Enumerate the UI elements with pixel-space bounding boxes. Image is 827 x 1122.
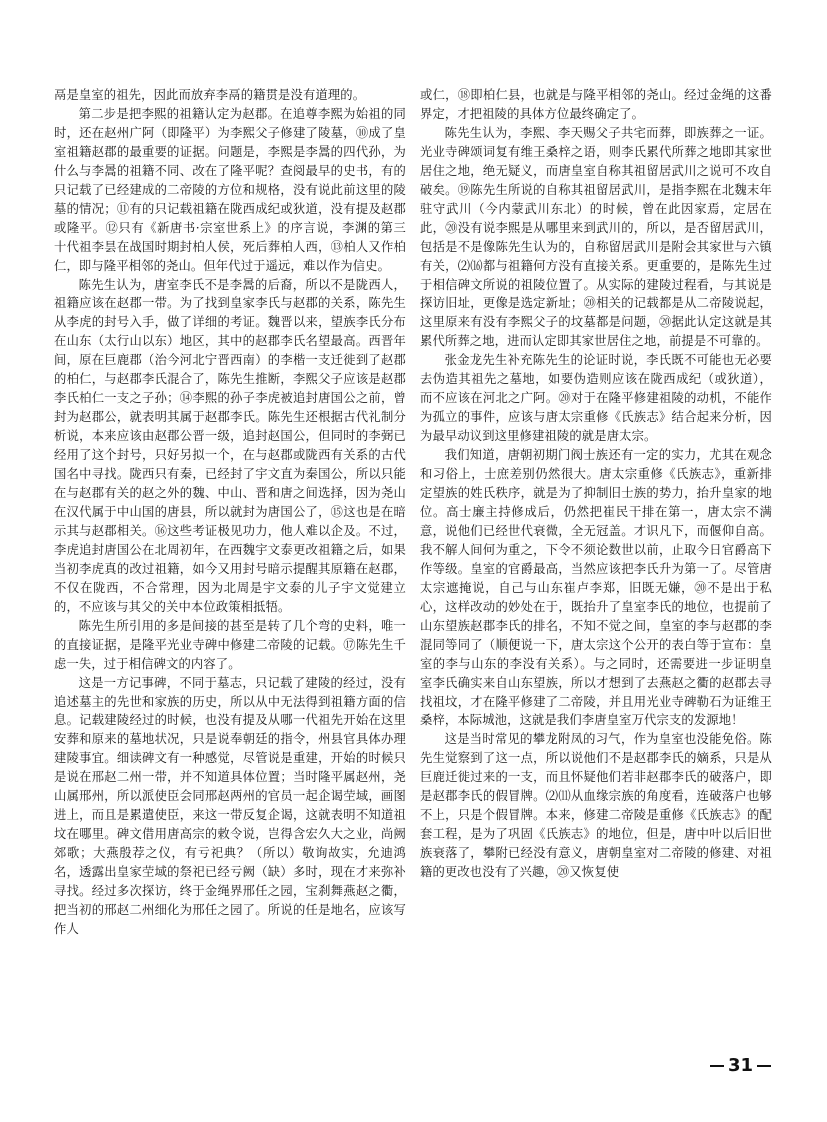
article-page [54, 86, 772, 1056]
right-column [420, 86, 772, 1056]
left-column [54, 86, 406, 1056]
paragraph: 鬲是皇室的祖先，因此而放弃李鬲的籍贯是没有道理的。 [54, 88, 366, 102]
paragraph: 这是一方记事碑，不同于墓志，只记载了建陵的经过，没有追述墓主的先世和家族的历史，所以从中无法得到祖籍方面的信息。记载建陵经过的时候，也没有提及从哪一代祖先开始在这里安葬和原来的墓地状况，只是说奉朝廷的指令，州县官具体办理建陵事宜。细读碑文有一种感觉，尽管说是重建，开始的时候只是说在邢赵二州一带，并不知道具体位置；当时隆平属赵州，尧山属邢州，所以派使臣会同邢赵两州的官员一起企谒茔域，画图进上，而且是累遣使臣，来这一带反复企谒，这就表明不知道祖坟在哪里。碑文借用唐高宗的敕令说，岂得含宏久大之业，尚阙郊歌；大燕殷荐之仪，有亏祀典？（所以）敬询故实，允迪鸿名，透露出皇家茔域的祭祀已经亏阙（缺）多时，现在才来弥补寻找。经过多次探访，终于金绳界邢任之园，宝刹舞燕赵之衢，把当初的邢赵二州细化为邢任之园了。所说的任是地名，应该写作人 [54, 675, 406, 936]
paragraph: 陈先生所引用的多是间接的甚至是转了几个弯的史料，唯一的直接证据，是隆平光业寺碑中修建二帝陵的记载。⑰陈先生千虑一失，过于相信碑文的内容了。 [54, 618, 406, 671]
paragraph: 第二步是把李熙的祖籍认定为赵郡。在追尊李熙为始祖的同时，还在赵州广阿（即隆平）为李熙父子修建了陵墓，⑩成了皇室祖籍赵郡的最重要的证据。问题是，李熙是李暠的四代孙，为什么与李暠的祖籍不同、改在了隆平呢？查阅最早的史书，有的只记载了已经建成的二帝陵的方位和规格，没有说此前这里的陵墓的情况；⑪有的只记载祖籍在陇西成纪或狄道，没有提及赵郡或隆平。⑫只有《新唐书·宗室世系上》的序言说，李渊的第三十代祖李昙在战国时期封柏人侯，死后葬柏人西，⑬柏人又作柏仁，即与隆平相邻的尧山。但年代过于遥远，难以作为信史。 [54, 106, 406, 273]
paragraph: 这是当时常见的攀龙附凤的习气，作为皇室也没能免俗。陈先生觉察到了这一点，所以说他们不是赵郡李氏的嫡系，只是从巨鹿迁徙过来的一支，而且怀疑他们若非赵郡李氏的破落户，即是赵郡李氏的假冒牌。⑵⑾从血缘宗族的角度看，连破落户也够不上，只是个假冒牌。本来，修建二帝陵是重修《氏族志》的配套工程，是为了巩固《氏族志》的地位，但是，唐中叶以后旧世族衰落了，攀附已经没有意义，唐朝皇室对二帝陵的修建、对祖籍的更改也没有了兴趣，⑳又恢复使 [420, 732, 772, 880]
paragraph: 张金龙先生补充陈先生的论证时说，李氏既不可能也无必要去伪造其祖先之墓地，如要伪造则应该在陇西成纪（或狄道），而不应该在河北之广阿。⑳对于在隆平修建祖陵的动机，不能作为孤立的事件，应该与唐太宗重修《氏族志》结合起来分析，因为最早动议到这里修建祖陵的就是唐太宗。 [420, 353, 772, 444]
page-number [710, 1055, 771, 1076]
paragraph: 陈先生认为，李熙、李天赐父子共宅而葬，即族葬之一证。光业寺碑颂词复有维王桑梓之语，则李氏累代所葬之地即其家世居住之地，绝无疑义，而唐皇室自称其祖留居武川之说可不攻自破矣。⑲陈先生所说的自称其祖留居武川，是指李熙在北魏末年驻守武川（今内蒙武川东北）的时候，曾在此因家焉，定居在此，⑳没有说李熙是从哪里来到武川的，所以，是否留居武川，包括是不是像陈先生认为的，自称留居武川是附会其家世与六镇有关，⑵⒃都与祖籍何方没有直接关系。更重要的，是陈先生过于相信碑文所说的祖陵位置了。从实际的建陵过程看，与其说是探访旧址，更像是选定新址；⑳相关的记载都是从二帝陵说起，这里原来有没有李熙父子的坟墓都是问题，⑳据此认定这就是其累代所葬之地，进而认定即其家世居住之地，前提是不可靠的。 [420, 125, 772, 349]
paragraph: 或仁，⑱即柏仁县，也就是与隆平相邻的尧山。经过金绳的这番界定，才把祖陵的具体方位最终确定了。 [420, 88, 772, 121]
paragraph: 我们知道，唐朝初期门阀士族还有一定的实力，尤其在观念和习俗上，士庶差别仍然很大。唐太宗重修《氏族志》，重新排定望族的姓氏秩序，就是为了抑制旧士族的势力，抬升皇家的地位。高士廉主持修成后，仍然把崔民干排在第一，唐太宗不满意，说他们已经世代衰微，全无冠盖。才识凡下，而偃仰自高。我不解人间何为重之，下令不须论数世以前，止取今日官爵高下作等级。皇室的官爵最高，当然应该把李氏升为第一了。尽管唐太宗遮掩说，自己与山东崔卢李郑，旧既无嫌，⑳不是出于私心，这样改动的妙处在于，既抬升了皇室李氏的地位，也提前了山东望族赵郡李氏的排名，不知不觉之间，皇室的李与赵郡的李混同等同了（顺便说一下，唐太宗这个公开的表白等于宣布：皇室的李与山东的李没有关系）。与之同时，还需要进一步证明皇室李氏确实来自山东望族，所以才想到了去燕赵之衢的赵郡去寻找祖坟，才在隆平修建了二帝陵，并且用光业寺碑勒石为证维王桑梓，本际城池，这就是我们李唐皇室万代宗支的发源地！ [420, 448, 772, 728]
page-number-dash-right [757, 1065, 771, 1067]
page-number-dash-left [710, 1065, 724, 1067]
paragraph: 陈先生认为，唐室李氏不是李暠的后裔，所以不是陇西人，祖籍应该在赵郡一带。为了找到皇家李氏与赵郡的关系，陈先生从李虎的封号入手，做了详细的考证。魏晋以来，望族李氏分布在山东（太行山以东）地区，其中的赵郡李氏名望最高。西晋年间，原在巨鹿郡（治今河北宁晋西南）的李楷一支迁徙到了赵郡的柏仁，与赵郡李氏混合了，陈先生推断，李熙父子应该是赵郡李氏柏仁一支之子孙；⑭李熙的孙子李虎被追封唐国公之前，曾封为赵郡公，就表明其属于赵郡李氏。陈先生还根据古代礼制分析说，本来应该由赵郡公晋一级，追封赵国公，但同时的李弼已经用了这个封号，只好另拟一个，在与赵郡或陇西有关系的古代国名中寻找。陇西只有秦，已经封了宇文直为秦国公，所以只能在与赵郡有关的赵之外的魏、中山、晋和唐之间选择，因为尧山在汉代属于中山国的唐县，所以就封为唐国公了，⑮这也是在暗示其与赵郡相关。⑯这些考证极见功力，他人难以企及。不过，李虎追封唐国公在北周初年，在西魏宇文泰更改祖籍之后，如果当初李虎真的改过祖籍，如今又用封号暗示提醒其原籍在赵郡，不仅在陇西，不合常理，因为北周是宇文泰的儿子宇文觉建立的，不应该与其父的关中本位政策相抵牾。 [54, 277, 406, 614]
page-number-text: 31 [727, 1055, 753, 1076]
